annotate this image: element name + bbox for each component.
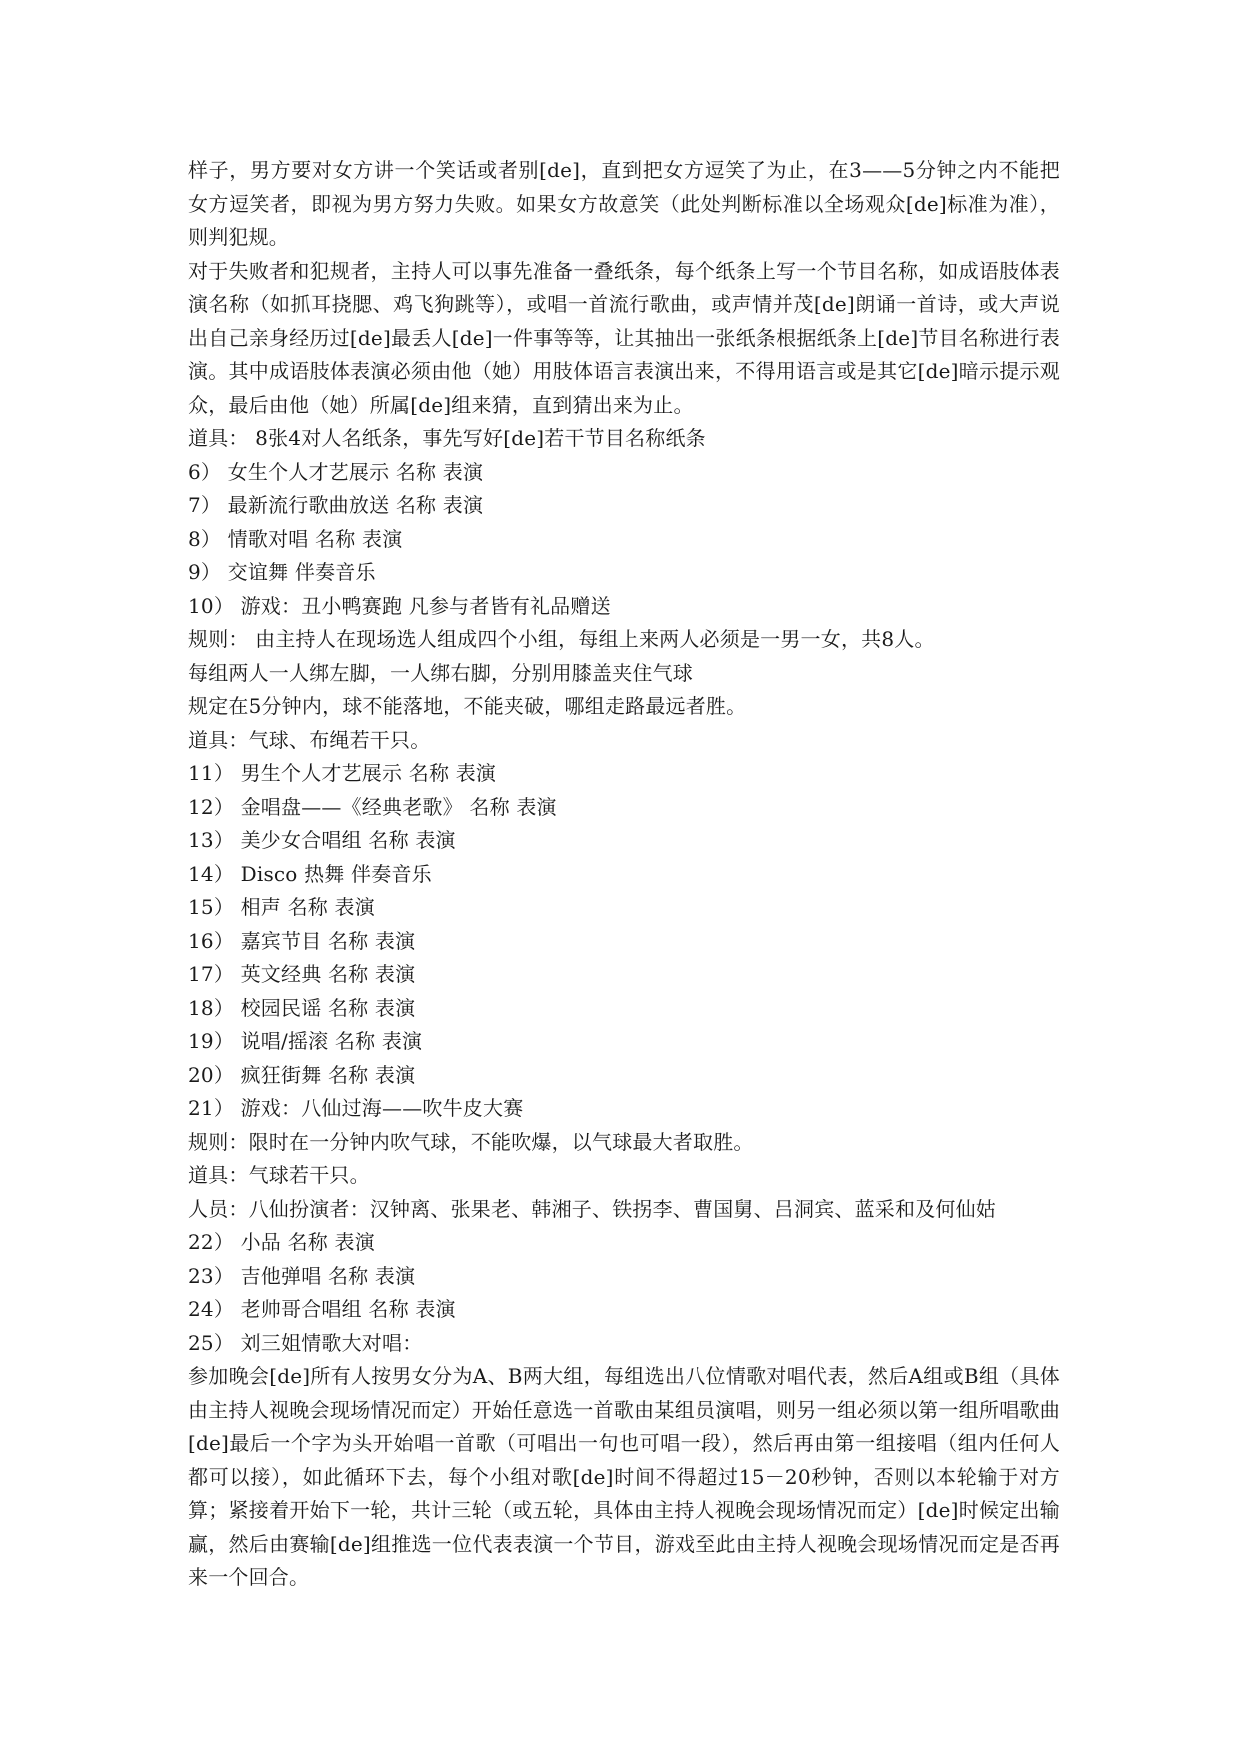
paragraph-penalty: 对于失败者和犯规者，主持人可以事先准备一叠纸条，每个纸条上写一个节目名称，如成语肢体表演名称（如抓耳挠腮、鸡飞狗跳等），或唱一首流行歌曲，或声情并茂[de]朗诵一首诗，或大声说出自己亲身经历过[de]最丢人[de]一件事等等，让其抽出一张纸条根据纸条上[de]节目名称进行表演。其中成语肢体表演必须由他（她）用肢体语言表演出来，不得用语言或是其它[de]暗示提示观众，最后由他（她）所属[de]组来猜，直到猜出来为止。 [188, 258, 1060, 417]
program-item-23: 23） 吉他弹唱 名称 表演 [188, 1263, 416, 1288]
props-line: 道具：气球若干只。 [188, 1163, 370, 1187]
program-item-12: 12） 金唱盘——《经典老歌》 名称 表演 [188, 794, 557, 819]
program-item-10: 10） 游戏：丑小鸭赛跑 凡参与者皆有礼品赠送 [188, 593, 611, 618]
program-item-25: 25） 刘三姐情歌大对唱： [188, 1330, 423, 1355]
paragraph-rules-intro: 样子，男方要对女方讲一个笑话或者别[de]，直到把女方逗笑了为止，在3——5分钟之内不能把女方逗笑者，即视为男方努力失败。如果女方故意笑（此处判断标准以全场观众[de]标准为准），则判犯规。 [188, 158, 1060, 249]
program-item-7: 7） 最新流行歌曲放送 名称 表演 [188, 493, 484, 517]
program-item-13: 13） 美少女合唱组 名称 表演 [188, 828, 456, 852]
rules-line: 规则：限时在一分钟内吹气球，不能吹爆，以气球最大者取胜。 [188, 1129, 754, 1154]
program-item-6: 6） 女生个人才艺展示 名称 表演 [188, 459, 484, 484]
program-item-20: 20） 疯狂街舞 名称 表演 [188, 1062, 416, 1087]
program-item-14: 14） Disco 热舞 伴奏音乐 [188, 861, 432, 886]
rules-detail-line: 规定在5分钟内，球不能落地，不能夹破，哪组走路最远者胜。 [188, 694, 747, 718]
program-item-21: 21） 游戏：八仙过海——吹牛皮大赛 [188, 1096, 524, 1120]
program-item-11: 11） 男生个人才艺展示 名称 表演 [188, 761, 497, 785]
program-item-24: 24） 老帅哥合唱组 名称 表演 [188, 1297, 456, 1321]
program-item-19: 19） 说唱/摇滚 名称 表演 [188, 1029, 423, 1053]
program-item-15: 15） 相声 名称 表演 [188, 895, 375, 919]
props-line: 道具：气球、布绳若干只。 [188, 727, 431, 752]
program-item-18: 18） 校园民谣 名称 表演 [188, 995, 416, 1020]
rules-detail-line: 每组两人一人绑左脚，一人绑右脚，分别用膝盖夹住气球 [188, 660, 693, 685]
document-body [188, 154, 1060, 1595]
program-item-16: 16） 嘉宾节目 名称 表演 [188, 928, 416, 953]
cast-line: 人员：八仙扮演者：汉钟离、张果老、韩湘子、铁拐李、曹国舅、吕洞宾、蓝采和及何仙姑 [188, 1196, 996, 1221]
program-item-9: 9） 交谊舞 伴奏音乐 [188, 560, 376, 584]
rules-line: 规则： 由主持人在现场选人组成四个小组，每组上来两人必须是一男一女，共8人。 [188, 627, 935, 651]
program-item-8: 8） 情歌对唱 名称 表演 [188, 526, 403, 551]
props-line: 道具： 8张4对人名纸条，事先写好[de]若干节目名称纸条 [188, 426, 706, 450]
program-item-22: 22） 小品 名称 表演 [188, 1230, 375, 1254]
program-item-17: 17） 英文经典 名称 表演 [188, 962, 416, 986]
paragraph-duet-rules: 参加晚会[de]所有人按男女分为A、B两大组，每组选出八位情歌对唱代表，然后A组或B组（具体由主持人视晚会现场情况而定）开始任意选一首歌由某组员演唱，则另一组必须以第一组所唱歌曲[de]最后一个字为头开始唱一首歌（可唱出一句也可唱一段），然后再由第一组接唱（组内任何人都可以接），如此循环下去，每个小组对歌[de]时间不得超过15－20秒钟，否则以本轮输于对方算；紧接着开始下一轮，共计三轮（或五轮，具体由主持人视晚会现场情况而定）[de]时候定出输赢，然后由赛输[de]组推选一位代表表演一个节目，游戏至此由主持人视晚会现场情况而定是否再来一个回合。 [188, 1364, 1060, 1589]
